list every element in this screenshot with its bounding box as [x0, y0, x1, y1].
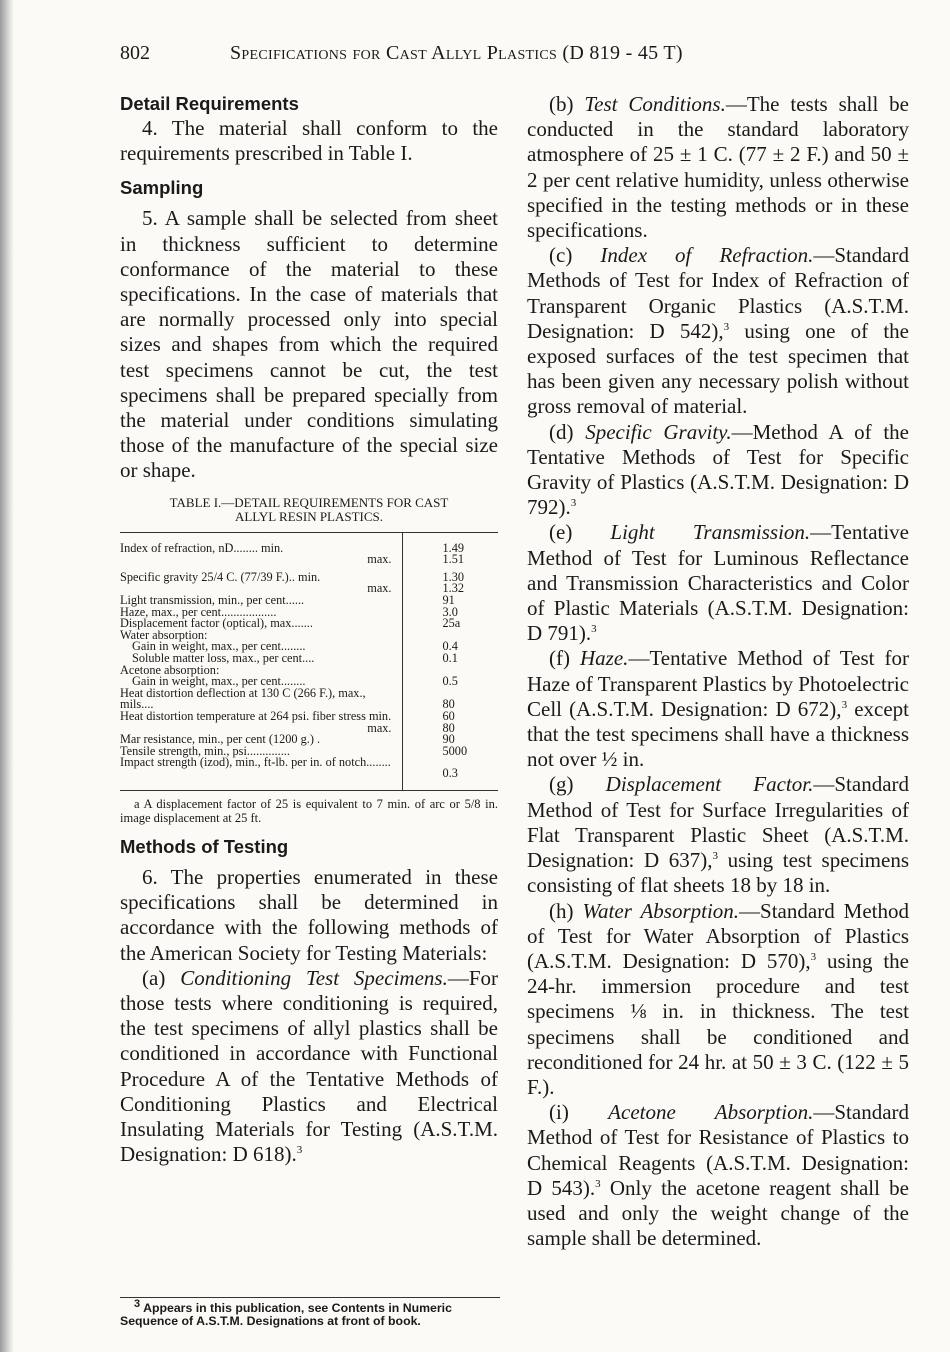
paragraph-5: 5. A sample shall be selected from sheet in thickness sufficient to determine conformance of the material to these specifications. In the case of materials that are normally processed only into special sizes and shapes from which the required test specimens cannot be cut, the test specimens shall be prepared specially from the material under conditions simulating those of the manufacture of the special size or shape.	[120, 206, 498, 483]
item-f: (f) Haze.—Tentative Method of Test for Haze of Transparent Plastics by Photoelectric Cell (A.S.T.M. Designation: D 672),$^3$ except that the test specimens shall have a thickness not over ½ in.	[527, 646, 909, 772]
table-row: Displacement factor (optical), max....... 25a	[120, 618, 498, 630]
item-a: (a) Conditioning Test Specimens.—For those tests where conditioning is required, the test specimens of allyl plastics shall be conditioned in accordance with Functional Procedure A of the Tentative Methods of Conditioning Plastics and Electrical Insulating Materials for Testing (A.S.T.M. Designation: D 618).$^3$	[120, 965, 499, 1167]
item-d: (d) Specific Gravity.—Method A of the Tentative Methods of Test for Specific Gravity of Plastics (A.S.T.M. Designation: D 792).$^3$	[527, 419, 910, 520]
table-row: Heat distortion deflection at 130 C (266 F.), max., mils.... 80	[120, 688, 498, 711]
table-row: Index of refraction, nD........ min. 1.49	[120, 532, 498, 554]
table-row: Heat distortion temperature at 264 psi. fiber stress min. 60	[120, 711, 498, 723]
item-i: (i) Acetone Absorption.—Standard Method of Test for Resistance of Plastics to Chemical Reagents (A.S.T.M. Designation: D 543).$^3$ Only the acetone reagent shall be used and only the weight change of the sample shall be determined.	[527, 1100, 910, 1251]
table-row: Impact strength (izod), min., ft-lb. per in. of notch........ 0.3	[120, 757, 498, 790]
paragraph-6: 6. The properties enumerated in these specifications shall be determined in accordance with the following methods of the American Society for Testing Materials:	[120, 864, 498, 965]
item-e: (e) Light Transmission.—Tentative Method of Test for Luminous Reflectance and Transmission Characteristics and Color of Plastic Materials (A.S.T.M. Designation: D 791).$^3$	[527, 520, 909, 646]
table-row: max. 80	[120, 723, 498, 735]
item-b: (b) Test Conditions.—The tests shall be conducted in the standard laboratory atmosphere of 25 ± 1 C. (77 ± 2 F.) and 50 ± 2 per cent relative humidity, unless otherwise specified in the testing methods or in these specifications.	[527, 92, 910, 243]
table-footnote: a A displacement factor of 25 is equivalent to 7 min. of arc or 5/8 in. image displacement at 25 ft.	[120, 796, 498, 825]
methods-heading: Methods of Testing	[120, 835, 289, 857]
requirements-table	[120, 532, 498, 791]
table-row: Haze, max., per cent.................. 3.0	[120, 607, 498, 619]
detail-requirements-heading: Detail Requirements	[120, 93, 299, 114]
table-row: Tensile strength, min., psi.............. 5000	[120, 746, 498, 758]
table-row: Mar resistance, min., per cent (1200 g.) . 90	[120, 734, 498, 746]
table-row: Water absorption:	[120, 630, 498, 642]
table-caption: TABLE I.—DETAIL REQUIREMENTS FOR CAST ALLYL RESIN PLASTICS.	[169, 494, 449, 524]
table-row: Gain in weight, max., per cent........ 0.4	[120, 641, 498, 653]
left-column	[120, 92, 498, 1167]
page-footnote: $^3$ Appears in this publication, see Contents in Numeric Sequence of A.S.T.M. Designations at front of book.	[120, 1297, 500, 1328]
table-row: Light transmission, min., per cent...... 91	[120, 595, 498, 607]
paragraph-4: 4. The material shall conform to the requirements prescribed in Table I.	[120, 116, 498, 166]
page-binding-edge	[0, 0, 14, 1352]
item-h: (h) Water Absorption.—Standard Method of Test for Water Absorption of Plastics (A.S.T.M. Designation: D 570),$^3$ using the 24-hr. immersion procedure and test specimens ⅛ in. in thickness. The test specimens shall be conditioned and reconditioned for 24 hr. at 50 ± 3 C. (122 ± 5 F.).	[527, 898, 909, 1099]
right-column	[527, 92, 909, 1251]
table-row: Acetone absorption:	[120, 665, 498, 677]
table-row: Soluble matter loss, max., per cent.... 0.1	[120, 653, 498, 665]
running-title: Specifications for Cast Allyl Plastics (D 819 - 45 T)	[230, 42, 683, 64]
page-number: 802	[120, 42, 150, 64]
sampling-heading: Sampling	[120, 177, 204, 199]
item-c: (c) Index of Refraction.—Standard Methods of Test for Index of Refraction of Transparent Organic Plastics (A.S.T.M. Designation: D 542),$^3$ using one of the exposed surfaces of the test specimen that has been given any necessary polish without gross removal of material.	[527, 243, 909, 419]
item-g: (g) Displacement Factor.—Standard Method of Test for Surface Irregularities of Flat Transparent Plastic Sheet (A.S.T.M. Designation: D 637),$^3$ using test specimens consisting of flat sheets 18 by 18 in.	[527, 772, 910, 898]
table-row: Specific gravity 25/4 C. (77/39 F.).. min. 1.30	[120, 566, 498, 584]
table-row: max. 1.51	[120, 554, 498, 566]
table-row: max. 1.32	[120, 583, 498, 595]
table-row: Gain in weight, max., per cent........ 0.5	[120, 676, 498, 688]
